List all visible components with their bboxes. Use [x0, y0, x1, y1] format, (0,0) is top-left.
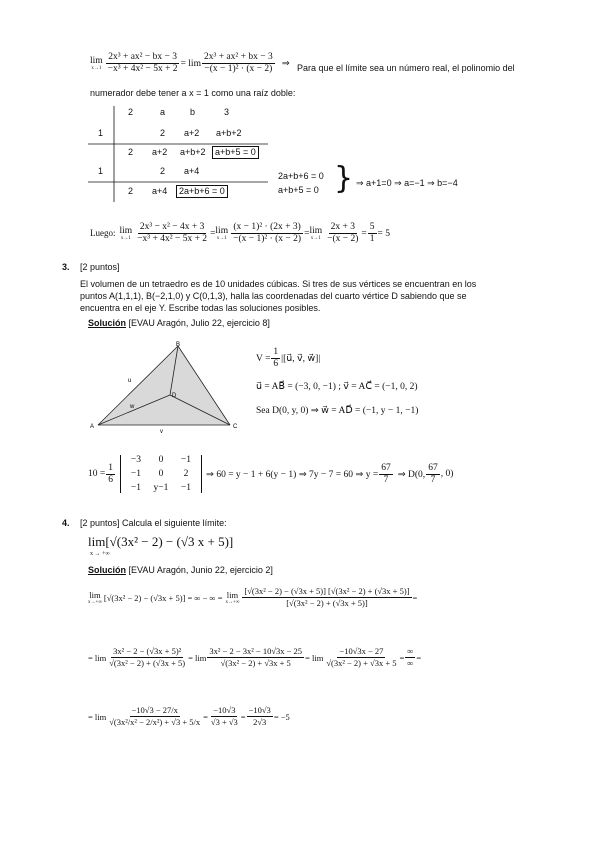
- luego-line: Luego: lim x→1 $\frac{\text{2x³ − x² − 4x + 3}}{\text{−x³ + 4x² − 5x + 2}}$ = lim x→1 $\frac{\text{(x − 1)² · (2x + 3)}}{\text{−(x − 1)² · (x − 2)}}$ = lim x→1 $\frac{2x + 3}{-(x - 2)}$ = $\frac{5}{1}$ = 5: [90, 222, 391, 244]
- coef: a: [160, 107, 166, 117]
- question-text: El volumen de un tetraedro es de 10 unidades cúbicas. Si tres de sus vértices se encuentran en los: [80, 279, 477, 289]
- cell: 2: [160, 128, 166, 138]
- problem-limit: lim[√(3x² − 2) − (√3 x + 5)] x → +∞: [88, 534, 234, 557]
- solution-step-2: = lim $\frac{\text{3x² − 2 − (√3x + 5)²}}{\text{√(3x² − 2) + (√3x + 5)}}$ = lim $\frac{\text{3x² − 2 − 3x² − 10√3x − 25}}{\text{√(3x² − 2) + √3x + 5}}$ = lim $\frac{-10√3x - 27}{\text{√(3x² − 2) + √3x + 5}}$ = $\frac{\infty}{\infty}$ =: [88, 646, 422, 668]
- fraction: $\frac{\text{2x³ + ax² − bx − 3}}{\text{−x³ + 4x² − 5x + 2}}$: [107, 52, 178, 74]
- cell: 2: [128, 186, 134, 196]
- cell: 2: [128, 147, 134, 157]
- question-heading: [2 puntos] Calcula el siguiente límite:: [80, 518, 227, 528]
- brace-icon: }: [334, 161, 354, 196]
- divisor: 1: [98, 166, 104, 176]
- vertex-label-b: B: [176, 342, 181, 348]
- vector-label-u: u: [128, 378, 132, 384]
- coef: 2: [128, 107, 134, 117]
- ruffini-table: [88, 106, 268, 202]
- vectors-uv: u⃗ = AB⃗ = (−3, 0, −1) ; v⃗ = AC⃗ = (−1, 0, 2): [256, 382, 418, 392]
- intro-text-2: numerador debe tener a x = 1 como una raíz doble:: [90, 88, 296, 98]
- determinant: −3 0 −1 −1 0 2 −1 y−1 −1: [120, 455, 202, 493]
- volume-formula: V = $\frac{1}{6}$ |[u⃗, v⃗, w⃗]|: [256, 347, 321, 369]
- cell: a+4: [152, 186, 168, 196]
- system-eq1: 2a+b+6 = 0: [278, 171, 324, 181]
- intro-text: Para que el límite sea un número real, el polinomio del: [297, 63, 515, 73]
- limit-operator: lim x→1: [90, 55, 103, 71]
- vector-label-w: w: [130, 404, 135, 410]
- vertex-label-c: C: [233, 424, 238, 430]
- fraction: $\frac{\text{2x³ + ax² + bx − 3}}{\text{−(x − 1)² · (x − 2)}}$: [203, 52, 273, 74]
- system-eq2: a+b+5 = 0: [278, 185, 319, 195]
- vertex-label-a: A: [90, 424, 95, 430]
- solution-step-1: lim x→+∞ [√(3x² − 2) − (√3x + 5)] = ∞ − ∞ = lim x→+∞ $\frac{\text{[√(3x² − 2) − (√3x + 5)] [√(3x² − 2) + (√3x + 5)]}}{\text{[√(3x² − 2) + (√3x + 5)]}}$ =: [88, 586, 418, 608]
- tetrahedron-figure: [90, 340, 240, 435]
- vector-label-v: v: [160, 429, 163, 435]
- coef: 3: [224, 107, 230, 117]
- cell: a+4: [184, 166, 200, 176]
- cell: 2: [160, 166, 166, 176]
- coef: b: [190, 107, 196, 117]
- remainder-box: 2a+b+6 = 0: [176, 185, 228, 198]
- solution-heading: Solución [EVAU Aragón, Junio 22, ejercicio 2]: [88, 565, 273, 575]
- point-d-definition: Sea D(0, y, 0) ⇒ w⃗ = AD⃗ = (−1, y − 1, −1): [256, 406, 419, 416]
- solution-heading: Solución [EVAU Aragón, Julio 22, ejercicio 8]: [88, 318, 270, 328]
- cell: a+2: [152, 147, 168, 157]
- intro-limit-expression: lim x→1 $\frac{\text{2x³ + ax² − bx − 3}}{\text{−x³ + 4x² − 5x + 2}}$ = lim $\frac{\text{2x³ + ax² + bx − 3}}{\text{−(x − 1)² · (x − 2)}}$ ⇒: [90, 52, 290, 74]
- question-number: 3.: [62, 262, 70, 272]
- question-text: puntos A(1,1,1), B(−2,1,0) y C(0,1,3), halla las coordenadas del cuarto vértice D sabiendo que se: [80, 291, 467, 301]
- question-text: encuentra en el eje Y. Escribe todas las soluciones posibles.: [80, 303, 321, 313]
- question-points: [2 puntos]: [80, 262, 120, 272]
- determinant-equation: 10 = $\frac{1}{6}$ −3 0 −1 −1 0 2 −1 y−1 −1 ⇒ 60 = y − 1 + 6(y − 1) ⇒ 7y − 7 = 60 ⇒ y = $\frac{67}{7}$ ⇒ D(0, $\frac{67}{7}$ , 0): [88, 455, 454, 493]
- cell: a+2: [184, 128, 200, 138]
- divisor: 1: [98, 128, 104, 138]
- question-number: 4.: [62, 518, 70, 528]
- system-result: ⇒ a+1=0 ⇒ a=−1 ⇒ b=−4: [356, 178, 458, 188]
- tetrahedron-face: [98, 346, 230, 425]
- vertex-label-d: D: [172, 393, 177, 399]
- cell: a+b+2: [216, 128, 242, 138]
- cell: a+b+2: [180, 147, 206, 157]
- solution-step-3: = lim $\frac{-10√3 - 27/x}{\text{√(3x²/x² − 2/x²) + √3 + 5/x}}$ = $\frac{-10√3}{√3 + √3}$ = $\frac{-10√3}{2√3}$ = −5: [88, 705, 290, 727]
- remainder-box: a+b+5 = 0: [212, 146, 259, 159]
